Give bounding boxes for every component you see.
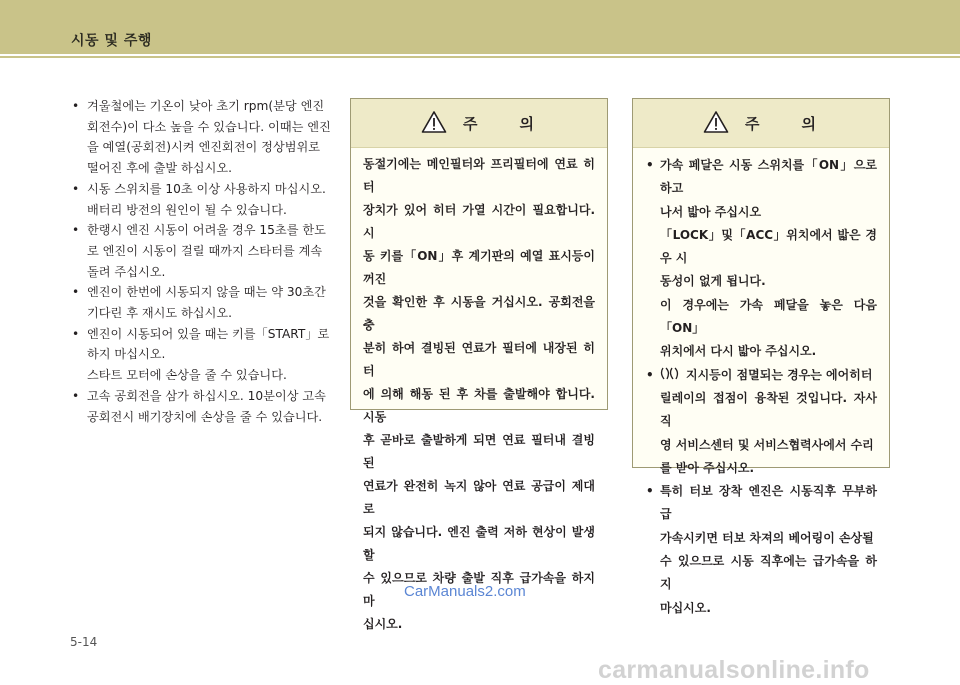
caution-line: 분히 하여 결빙된 연료가 필터에 내장된 히터 bbox=[363, 341, 595, 378]
list-item-line: 공회전시 배기장치에 손상을 줄 수 있습니다. bbox=[87, 409, 323, 424]
list-item bbox=[70, 179, 342, 220]
caution-line: 수 있으므로 차량 출발 직후 급가속을 하지 마 bbox=[363, 571, 595, 608]
list-item-line: 마십시오. bbox=[660, 600, 711, 615]
list-item-line: 영 서비스센터 및 서비스협력사에서 수리 bbox=[660, 437, 874, 452]
list-item-line: 가속시키면 터보 차져의 베어링이 손상될 bbox=[660, 530, 874, 545]
left-column-text bbox=[70, 96, 342, 427]
caution-line: 연료가 완전히 녹지 않아 연료 공급이 제대로 bbox=[363, 479, 595, 516]
caution-title: 주의 bbox=[745, 115, 858, 133]
list-item-line: 「LOCK」및「ACC」위치에서 밟은 경우 시 bbox=[660, 227, 877, 266]
list-item-line: • 겨울철에는 기온이 낮아 초기 rpm(분당 엔진 bbox=[70, 96, 342, 117]
list-item-line: 을 예열(공회전)시켜 엔진회전이 정상범위로 bbox=[87, 140, 321, 155]
caution-body bbox=[633, 148, 889, 620]
list-item bbox=[645, 364, 877, 480]
list-item-line: 수 있으므로 시동 직후에는 급가속을 하지 bbox=[660, 554, 877, 592]
page-number: 5-14 bbox=[70, 635, 98, 649]
caution-line: 에 의해 해동 된 후 차를 출발해야 합니다. 시동 bbox=[363, 387, 595, 424]
list-item bbox=[70, 282, 342, 323]
caution-box-accelerator bbox=[632, 98, 890, 615]
list-item-line: 이 경우에는 가속 페달을 놓은 다음「ON」 bbox=[660, 297, 877, 336]
list-item-line: 로 엔진이 시동이 걸릴 때까지 스타터를 계속 bbox=[87, 243, 323, 258]
caution-header bbox=[351, 99, 607, 148]
warning-triangle-icon bbox=[703, 110, 729, 134]
list-item-line: 동성이 없게 됩니다. bbox=[660, 274, 766, 289]
list-item-line: • 고속 공회전을 삼가 하십시오. 10분이상 고속 bbox=[70, 386, 342, 407]
caution-body bbox=[351, 148, 607, 636]
list-item-line: 하지 마십시오. bbox=[87, 347, 166, 362]
watermark-link[interactable]: CarManuals2.com bbox=[404, 583, 526, 600]
list-item-line: 돌려 주십시오. bbox=[87, 264, 166, 279]
list-item bbox=[70, 96, 342, 179]
list-item-line: • 한랭시 엔진 시동이 어려울 경우 15초를 한도 bbox=[70, 220, 342, 241]
list-item-line: 스타트 모터에 손상을 줄 수 있습니다. bbox=[87, 368, 287, 383]
header-divider bbox=[0, 56, 960, 58]
list-item-line: • 시동 스위치를 10초 이상 사용하지 마십시오. bbox=[70, 179, 342, 200]
list-item-text: 지시등이 점멸되는 경우는 에어히터 bbox=[686, 367, 873, 382]
caution-header bbox=[633, 99, 889, 148]
list-item bbox=[645, 480, 877, 620]
list-item-line: • 엔진이 시동되어 있을 때는 키를「START」로 bbox=[70, 324, 342, 345]
list-item-line: • 특히 터보 장착 엔진은 시동직후 무부하 급 bbox=[645, 480, 877, 527]
footer-watermark: carmanualsonline.info bbox=[598, 656, 870, 684]
caution-line: 동 키를「ON」후 계기판의 예열 표시등이 꺼진 bbox=[363, 249, 595, 286]
chapter-header-bar bbox=[0, 0, 960, 54]
list-item bbox=[70, 220, 342, 282]
warning-triangle-icon bbox=[421, 110, 447, 134]
list-item-line: 릴레이의 접점이 융착된 것입니다. 자사 직 bbox=[660, 390, 877, 429]
list-item bbox=[645, 154, 877, 364]
list-item-line: 나서 밟아 주십시오 bbox=[660, 204, 762, 219]
list-item-line: 를 받아 주십시오. bbox=[660, 460, 755, 475]
list-item-line: • 엔진이 한번에 시동되지 않을 때는 약 30초간 bbox=[70, 282, 342, 303]
caution-line: 것을 확인한 후 시동을 거십시오. 공회전을 충 bbox=[363, 295, 595, 332]
list-item-line: • 가속 페달은 시동 스위치를「ON」으로 하고 bbox=[645, 154, 877, 201]
list-item-line: 위치에서 다시 밟아 주십시오. bbox=[660, 344, 817, 359]
caution-line: 동절기에는 메인필터와 프리필터에 연료 히터 bbox=[363, 157, 595, 194]
list-item bbox=[70, 386, 342, 427]
list-item bbox=[70, 324, 342, 386]
caution-line: 되지 않습니다. 엔진 출력 저하 현상이 발생할 bbox=[363, 525, 595, 562]
list-item-line bbox=[645, 364, 877, 387]
glow-plug-icon bbox=[660, 367, 682, 381]
list-item-line: 떨어진 후에 출발 하십시오. bbox=[87, 161, 233, 176]
chapter-title: 시동 및 주행 bbox=[71, 33, 152, 49]
caution-line: 장치가 있어 히터 가열 시간이 필요합니다. 시 bbox=[363, 203, 595, 240]
list-item-line: 배터리 방전의 원인이 될 수 있습니다. bbox=[87, 202, 287, 217]
caution-line: 십시오. bbox=[363, 617, 403, 631]
list-item-line: 회전수)이 다소 높을 수 있습니다. 이때는 엔진 bbox=[87, 119, 331, 134]
caution-title: 주의 bbox=[463, 115, 576, 133]
caution-line: 후 곧바로 출발하게 되면 연료 필터내 결빙된 bbox=[363, 433, 595, 470]
list-item-line: 기다린 후 재시도 하십시오. bbox=[87, 306, 233, 321]
